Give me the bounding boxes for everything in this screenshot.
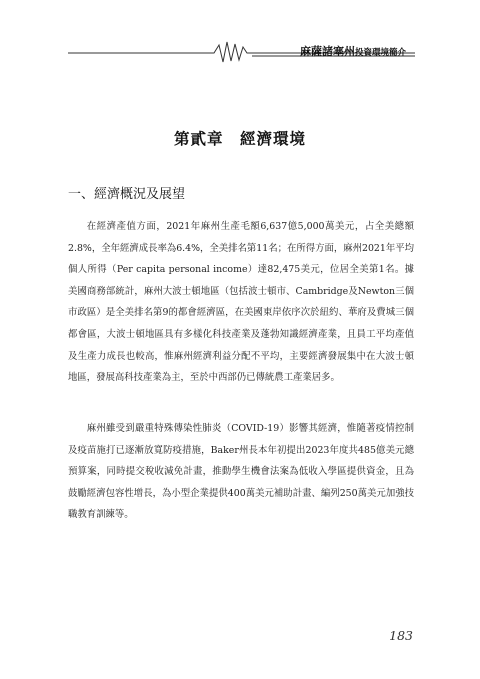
header-title-main: 麻薩諸塞州: [300, 45, 355, 58]
body-paragraph: 在經濟產值方面，2021年麻州生產毛額6,637億5,000萬美元，占全美總額2.8%，全年經濟成長率為6.4%，全美排名第11名；在所得方面，麻州2021年平均個人所得（Per capita personal income）達82,475美元，位居全美第1名。據美國商務部統計，麻州大波士頓地區（包括波士頓市、Cambridge及Newton三個市政區）是全美排名第9的都會經濟區，在美國東岸依序次於紐約、華府及費城三個都會區，大波士頓地區具有多樣化科技產業及蓬勃知識經濟產業，且員工平均產值及生產力成長也較高，惟麻州經濟利益分配不平均，主要經濟發展集中在大波士頓地區，發展高科技產業為主，至於中西部仍已傳統農工產業居多。: [68, 221, 414, 384]
heartbeat-line-icon: [0, 36, 480, 66]
chapter-title: 第貳章 經濟環境: [173, 129, 306, 148]
section-heading: 一、經濟概況及展望: [68, 187, 186, 202]
body-paragraph: 麻州雖受到嚴重特殊傳染性肺炎（COVID-19）影響其經濟，惟隨著疫情控制及疫苗施打已逐漸放寬防疫措施，Baker州長本年初提出2023年度共485億美元總預算案，同時提交稅收減免計畫，推動學生機會法案為低收入學區提供資金，且為鼓勵經濟包容性增長，為小型企業提供400萬美元補助計畫、編列250萬美元加強技職教育訓練等。: [68, 423, 414, 521]
running-header: [0, 36, 480, 66]
header-title-sub: 投資環境簡介: [355, 48, 407, 58]
page-number: 183: [389, 628, 413, 643]
header-title: [300, 43, 406, 59]
